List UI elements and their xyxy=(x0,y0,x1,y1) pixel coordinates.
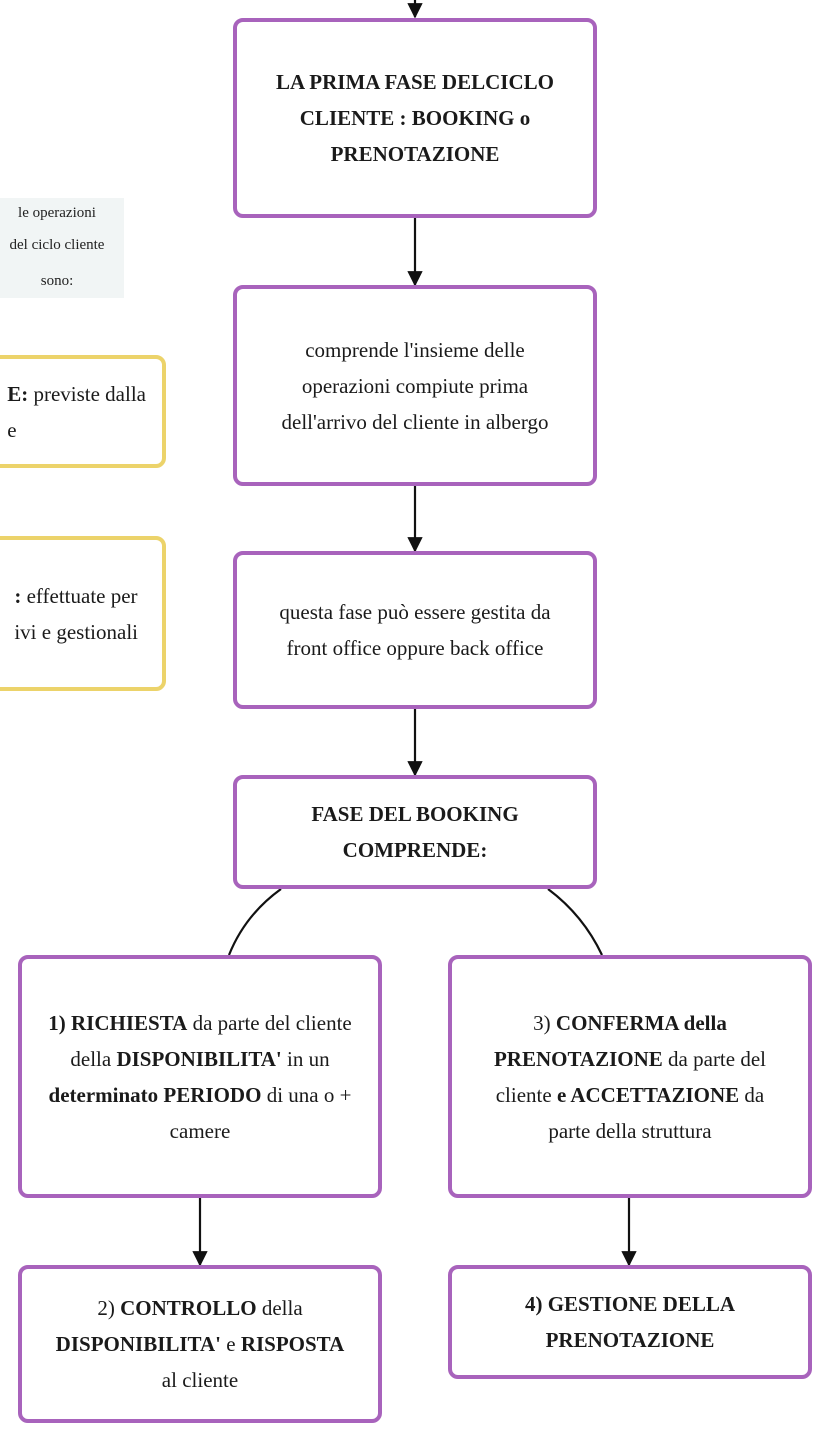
bold-text-run: RISPOSTA xyxy=(240,1332,345,1356)
node-text-line xyxy=(282,368,549,404)
main-node-fase-booking[interactable] xyxy=(233,775,597,889)
bold-text-run: E: xyxy=(7,381,29,406)
bold-text-run: PRENOTAZIONE xyxy=(493,1046,663,1071)
main-node-comprende[interactable] xyxy=(233,285,597,486)
text-run: camere xyxy=(169,1118,231,1143)
note-line: le operazioni xyxy=(18,205,96,221)
node-text-line xyxy=(311,796,518,832)
node-text-line xyxy=(48,1041,351,1077)
node-text-line xyxy=(7,376,146,412)
step-node-controllo[interactable] xyxy=(18,1265,382,1423)
side-node-2[interactable] xyxy=(0,536,166,691)
node-text-line xyxy=(282,332,549,368)
node-text-line xyxy=(311,832,518,868)
bold-text-run: : xyxy=(14,583,22,608)
main-node-gestita[interactable] xyxy=(233,551,597,709)
bold-text-run: determinato PERIODO xyxy=(48,1082,262,1107)
bold-text-run: COMPRENDE: xyxy=(342,838,488,862)
bold-text-run: DISPONIBILITA' xyxy=(55,1332,221,1356)
side-node-1[interactable] xyxy=(0,355,166,468)
node-text-line xyxy=(56,1362,345,1398)
text-run: ivi e gestionali xyxy=(14,619,138,644)
bold-text-run: DISPONIBILITA' xyxy=(116,1046,282,1071)
bold-text-run: PRENOTAZIONE xyxy=(330,142,500,166)
bold-text-run: 1) RICHIESTA xyxy=(48,1010,188,1035)
bold-text-run: e ACCETTAZIONE xyxy=(556,1082,740,1107)
node-text-line xyxy=(48,1005,351,1041)
node-text xyxy=(7,376,146,448)
text-run: di una o + xyxy=(261,1082,352,1107)
note-operazioni xyxy=(0,198,124,298)
main-node-prima-fase[interactable] xyxy=(233,18,597,218)
text-run: effettuate per xyxy=(21,583,138,608)
text-run: previste dalla xyxy=(28,381,146,406)
node-text xyxy=(14,578,138,650)
text-run: della xyxy=(70,1046,117,1071)
text-run: 2) xyxy=(97,1296,121,1320)
node-text xyxy=(494,1005,766,1149)
node-text-line xyxy=(56,1326,345,1362)
step-node-richiesta[interactable] xyxy=(18,955,382,1198)
node-text-line xyxy=(279,630,550,666)
node-text-line xyxy=(525,1286,735,1322)
node-text-line xyxy=(56,1290,345,1326)
bold-text-run: PRENOTAZIONE xyxy=(545,1328,715,1352)
step-node-gestione[interactable] xyxy=(448,1265,812,1379)
node-text-line xyxy=(282,404,549,440)
node-text-line xyxy=(48,1077,351,1113)
bold-text-run: LA PRIMA FASE DELCICLO xyxy=(276,70,554,94)
node-text xyxy=(311,796,518,868)
node-text-line xyxy=(525,1322,735,1358)
text-run: in un xyxy=(281,1046,330,1071)
connector-4-step1 xyxy=(229,889,281,955)
text-run: al cliente xyxy=(161,1368,239,1392)
node-text-line xyxy=(7,412,146,448)
text-run: cliente xyxy=(495,1082,557,1107)
text-run: da xyxy=(739,1082,765,1107)
bold-text-run: CLIENTE : BOOKING o xyxy=(299,106,531,130)
node-text-line xyxy=(279,594,550,630)
node-text-line xyxy=(494,1113,766,1149)
node-text-line xyxy=(14,614,138,650)
node-text xyxy=(525,1286,735,1358)
text-run: comprende l'insieme delle xyxy=(305,337,525,362)
node-text xyxy=(276,64,554,172)
text-run: dell'arrivo del cliente in albergo xyxy=(281,409,549,434)
note-line: del ciclo cliente xyxy=(9,237,105,253)
text-run: della xyxy=(256,1296,303,1320)
text-run: e xyxy=(7,417,17,442)
note-line: sono: xyxy=(40,273,74,289)
text-run: front office oppure back office xyxy=(286,636,544,660)
text-run: parte della struttura xyxy=(548,1118,712,1143)
text-run: da parte del xyxy=(662,1046,766,1071)
bold-text-run: FASE DEL BOOKING xyxy=(311,802,519,826)
node-text xyxy=(282,332,549,440)
text-run: questa fase può essere gestita da xyxy=(279,600,551,624)
bold-text-run: CONTROLLO xyxy=(120,1296,257,1320)
node-text-line xyxy=(48,1113,351,1149)
node-text xyxy=(279,594,550,666)
node-text-line xyxy=(276,64,554,100)
node-text-line xyxy=(276,136,554,172)
node-text-line xyxy=(494,1077,766,1113)
step-node-conferma[interactable] xyxy=(448,955,812,1198)
node-text-line xyxy=(494,1005,766,1041)
node-text xyxy=(48,1005,351,1149)
bold-text-run: 4) GESTIONE DELLA xyxy=(524,1292,736,1316)
node-text-line xyxy=(494,1041,766,1077)
node-text-line xyxy=(14,578,138,614)
node-text xyxy=(56,1290,345,1398)
text-run: e xyxy=(221,1332,241,1356)
text-run: operazioni compiute prima xyxy=(301,373,529,398)
bold-text-run: CONFERMA della xyxy=(555,1010,727,1035)
connector-4-step3 xyxy=(548,889,602,955)
node-text-line xyxy=(276,100,554,136)
text-run: da parte del cliente xyxy=(187,1010,352,1035)
text-run: 3) xyxy=(533,1010,556,1035)
